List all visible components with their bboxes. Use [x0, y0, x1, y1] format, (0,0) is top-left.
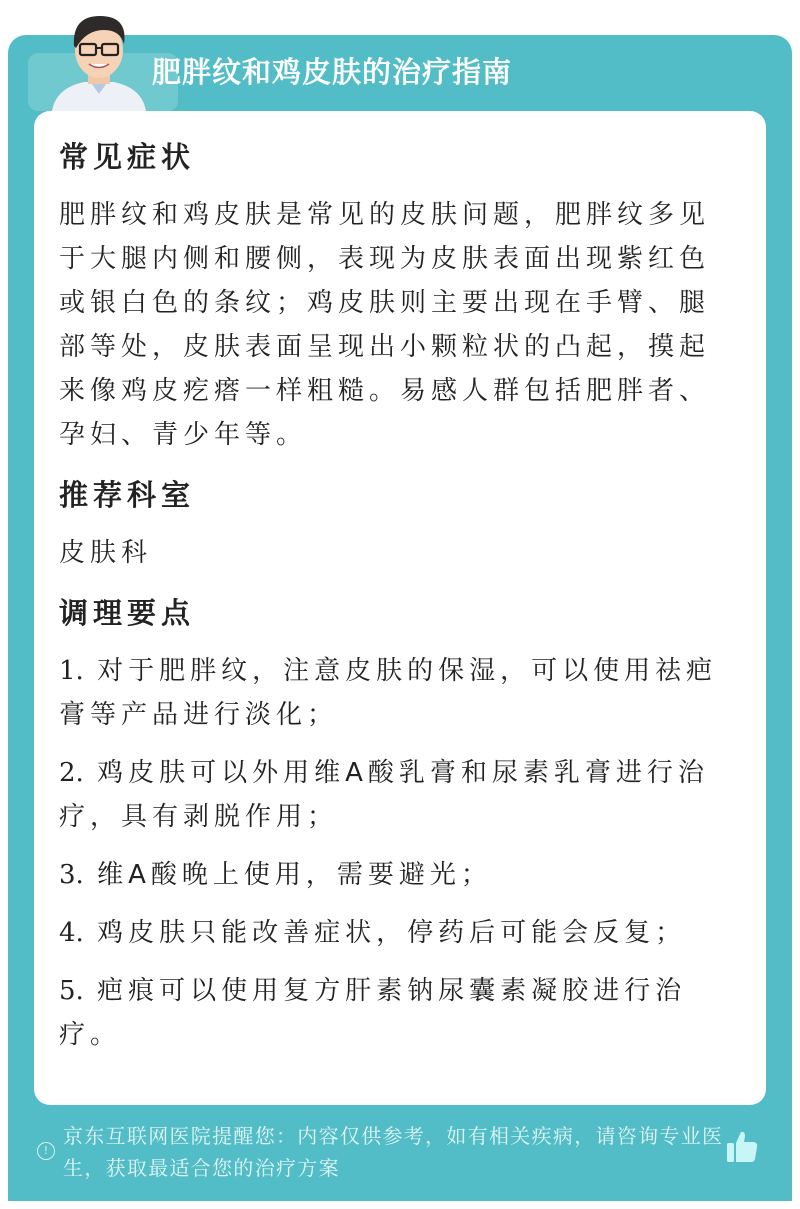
item-number: 5. — [59, 976, 84, 1006]
page-title: 肥胖纹和鸡皮肤的治疗指南 — [152, 55, 513, 89]
list-item — [59, 969, 729, 1057]
list-item — [59, 853, 729, 897]
list-item — [59, 649, 729, 737]
item-number: 3. — [59, 860, 84, 890]
item-text: 疤痕可以使用复方肝素钠尿囊素凝胶进行治疗。 — [59, 976, 687, 1050]
doctor-avatar — [44, 8, 154, 111]
department-text: 皮肤科 — [59, 538, 153, 568]
care-list — [59, 649, 729, 1057]
disclaimer-text: 京东互联网医院提醒您：内容仅供参考，如有相关疾病，请咨询专业医生，获取最适合您的治疗方案 — [63, 1124, 724, 1180]
list-item — [59, 751, 729, 839]
content-card — [34, 111, 766, 1105]
item-text: 鸡皮肤只能改善症状，停药后可能会反复； — [97, 918, 687, 948]
info-icon: ! — [37, 1142, 55, 1160]
item-text: 维A酸晚上使用，需要避光； — [97, 860, 492, 890]
item-number: 1. — [59, 656, 84, 686]
thumbs-up-icon[interactable] — [726, 1130, 758, 1164]
item-number: 2. — [59, 758, 84, 788]
item-number: 4. — [59, 918, 84, 948]
care-heading: 调理要点 — [59, 596, 196, 630]
list-item — [59, 911, 729, 955]
department-heading: 推荐科室 — [59, 478, 196, 512]
item-text: 对于肥胖纹，注意皮肤的保湿，可以使用祛疤膏等产品进行淡化； — [59, 656, 718, 730]
symptoms-heading: 常见症状 — [59, 140, 196, 174]
symptoms-text: 肥胖纹和鸡皮肤是常见的皮肤问题，肥胖纹多见于大腿内侧和腰侧，表现为皮肤表面出现紫红色或银白色的条纹；鸡皮肤则主要出现在手臂、腿部等处，皮肤表面呈现出小颗粒状的凸起，摸起来像鸡皮疙瘩一样粗糙。易感人群包括肥胖者、孕妇、青少年等。 — [59, 200, 711, 450]
item-text: 鸡皮肤可以外用维A酸乳膏和尿素乳膏进行治疗，具有剥脱作用； — [59, 758, 709, 832]
